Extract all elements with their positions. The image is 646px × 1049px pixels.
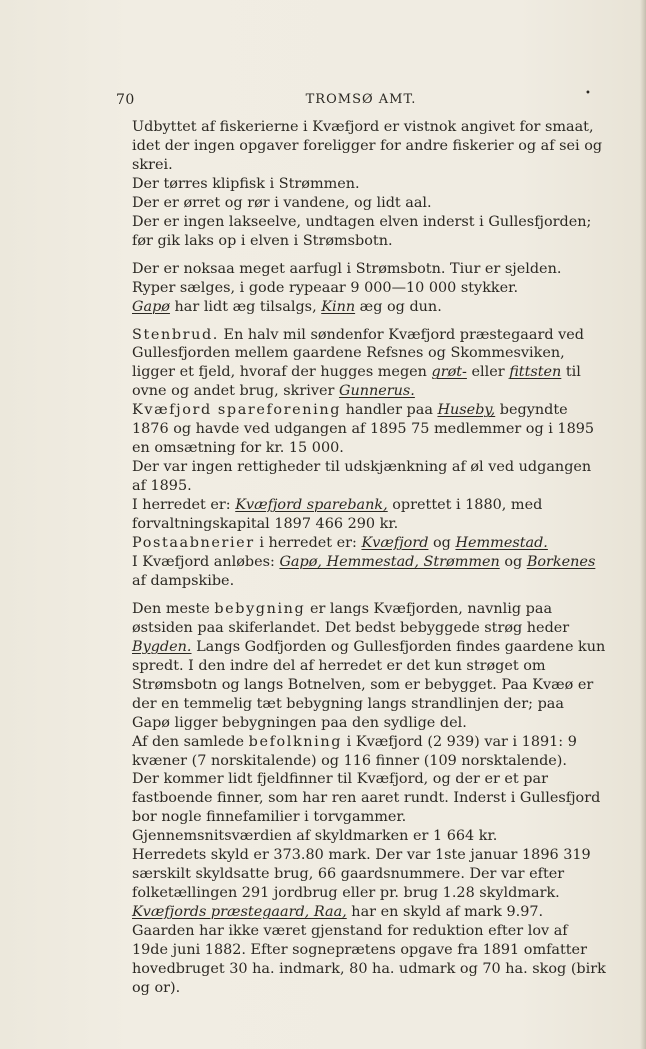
text-run: har en skyld af mark 9.97. Gaarden har ikke været gjenstand for reduktion efter lov af 19de juni 1882. Efter sogneprætens opgave fra 1891 omfatter hovedbruget 30 ha. indmark, 80 ha. udmark og 70 ha. skog (birk og or). xyxy=(132,904,606,996)
text-run: I herredet er: xyxy=(132,497,236,514)
term-fittsten: fittsten xyxy=(509,364,562,381)
place-kvaefjord: Kvæfjord xyxy=(361,535,429,552)
heading-stenbrud: Stenbrud. xyxy=(132,326,219,343)
place-kinn: Kinn xyxy=(321,298,356,315)
text-run: og xyxy=(499,553,527,570)
paragraph-post xyxy=(116,534,606,553)
text-run: til ovne og andet brug, skriver xyxy=(132,364,581,400)
heading-postaabnerier: Postaabnerier xyxy=(132,535,255,552)
text-run: Den meste xyxy=(132,600,215,617)
place-gapo: Gapø xyxy=(132,298,170,315)
text-run: har lidt æg tilsalgs, xyxy=(169,298,322,315)
paragraph-parsonage xyxy=(116,903,606,998)
text-run: i Kvæfjord (2 939) var i 1891: 9 kvæner (7 norskitalende) og 116 finner (109 norsktalende). xyxy=(132,733,577,769)
text-run: Langs Godfjorden og Gullesfjorden findes gaardene kun spredt. I den indre del af herredet er det kun strøget om Strømsbotn og langs Botnelven, som er bebygget. Paa Kvæø er der en temmelig tæt bebygning langs strandlinjen der; paa Gapø ligger bebygningen paa den sydlige del. xyxy=(132,638,606,731)
heading-spareforening: Kvæfjord spareforening xyxy=(132,402,342,419)
paragraph-settlement xyxy=(116,600,606,733)
term-grot: grøt- xyxy=(431,364,467,381)
paragraph-sami: Der kommer lidt fjeldfinner til Kvæfjord, og der er et par fastboende finner, som har ren aaret rundt. Inderst i Gullesfjord bor nogle finnefamilier i torvgammer. xyxy=(132,771,601,826)
paragraph-klipfisk: Der tørres klipfisk i Strømmen. xyxy=(132,175,360,192)
text-run: Af den samlede xyxy=(132,733,249,750)
text-run: eller xyxy=(466,364,510,381)
ports-list: Gapø, Hemmestad, Strømmen xyxy=(279,553,500,570)
paragraph-eggs xyxy=(116,298,606,317)
running-title: TROMSØ AMT. xyxy=(305,92,417,107)
text-run: i herredet er: xyxy=(254,535,362,552)
author-gunnerus: Gunnerus. xyxy=(338,383,415,400)
heading-bebygning: bebygning xyxy=(214,600,306,617)
text-run: af dampskibe. xyxy=(132,572,235,589)
place-hemmestad: Hemmestad. xyxy=(455,535,548,552)
page-number: 70 xyxy=(116,92,135,108)
place-huseby: Huseby, xyxy=(437,402,496,419)
text-run: og xyxy=(428,535,456,552)
text-run: En halv mil søndenfor Kvæfjord præstegaard ved Gullesfjorden mellem gaardene Refsnes og Skommesviken, ligger et fjeld, hvoraf der hugges megen xyxy=(132,326,584,381)
text-run: oprettet i 1880, med forvaltningskapital 1897 466 290 kr. xyxy=(132,497,543,533)
paragraph-land-value: Gjennemsnitsværdien af skyldmarken er 1 664 kr. xyxy=(132,828,498,845)
text-run: æg og dun. xyxy=(355,298,442,315)
place-borkenes: Borkenes xyxy=(526,553,596,570)
paragraph-quarry xyxy=(116,326,606,402)
page-edge-shadow xyxy=(640,0,646,1049)
text-run: I Kvæfjord anløbes: xyxy=(132,553,280,570)
paragraph-trout: Der er ørret og rør i vandene, og lidt aal. xyxy=(132,194,432,211)
parsonage-name: Kvæfjords præstegaard, Raa, xyxy=(132,904,347,921)
body-text xyxy=(116,118,606,998)
paragraph-bank xyxy=(116,496,606,534)
text-run: handler paa xyxy=(341,402,438,419)
paragraph-savings xyxy=(116,401,606,458)
paragraph-rights: Der var ingen rettigheder til udskjænkning af øl ved udgangen af 1895. xyxy=(132,459,592,495)
place-bygden: Bygden. xyxy=(132,638,192,655)
paragraph-salmon: Der er ingen lakseelve, undtagen elven inderst i Gullesfjorden; før gik laks op i elven i Strømsbotn. xyxy=(132,213,592,249)
text-run: er langs Kvæfjorden, navnlig paa østsiden paa skiferlandet. Det bedst bebyggede strøg heder xyxy=(132,600,570,636)
page-header xyxy=(116,88,606,110)
paragraph-population xyxy=(116,733,606,771)
paragraph-fishing-yield: Udbyttet af fiskerierne i Kvæfjord er vistnok angivet for smaat, idet der ingen opgaver foreligger for andre fiskerier og af sei og skrei. xyxy=(132,119,603,173)
paragraph-ptarmigan: Ryper sælges, i gode rypeaar 9 000—10 000 stykker. xyxy=(132,279,519,296)
printer-mark: • xyxy=(585,88,592,99)
text-run: begyndte 1876 og havde ved udgangen af 1895 75 medlemmer og i 1895 en omsætning for kr. 15 000. xyxy=(132,402,595,457)
paragraph-tax: Herredets skyld er 373.80 mark. Der var 1ste januar 1896 319 særskilt skyldsatte brug, 66 gaardsnummere. Der var efter folketællingen 291 jordbrug eller pr. brug 1.28 skyldmark. xyxy=(132,847,591,902)
bank-name: Kvæfjord sparebank, xyxy=(235,497,388,514)
paragraph-grouse: Der er noksaa meget aarfugl i Strømsbotn. Tiur er sjelden. xyxy=(132,260,562,277)
heading-befolkning: befolkning xyxy=(248,733,343,750)
paragraph-steamships xyxy=(116,553,606,591)
